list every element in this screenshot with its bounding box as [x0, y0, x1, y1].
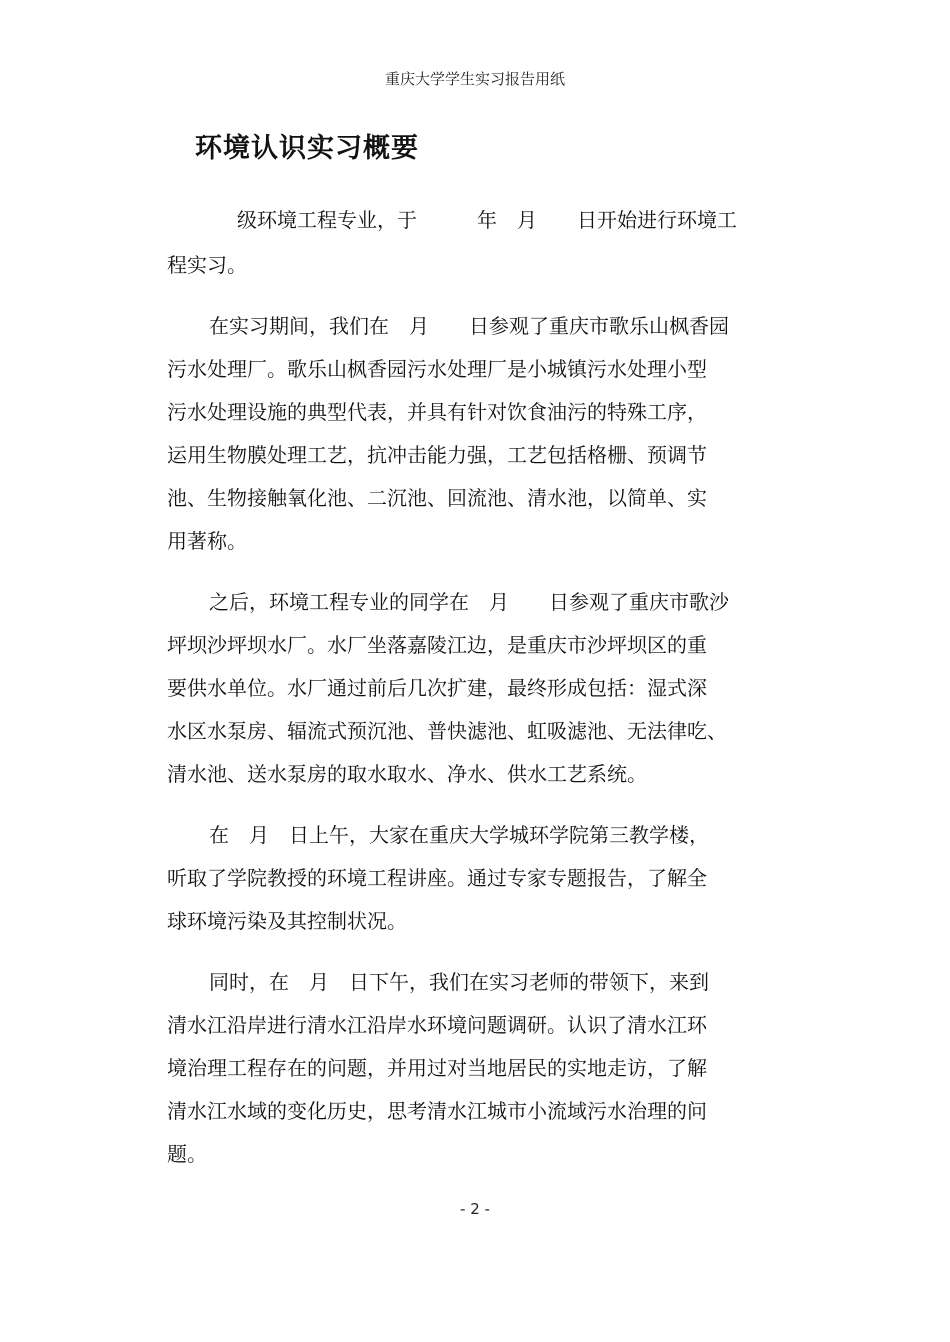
paragraph-3-line-4: 水区水泵房、辐流式预沉池、普快滤池、虹吸滤池、无法律吃、 — [167, 719, 727, 743]
paragraph-2-line-1: 在实习期间，我们在 月 日参观了重庆市歌乐山枫香园 — [209, 314, 729, 338]
paragraph-2-line-4: 运用生物膜处理工艺，抗冲击能力强，工艺包括格栅、预调节 — [167, 443, 707, 467]
paragraph-5-line-5: 题。 — [167, 1142, 207, 1166]
paragraph-5-line-3: 境治理工程存在的问题，并用过对当地居民的实地走访，了解 — [167, 1056, 707, 1080]
paragraph-5-line-2: 清水江沿岸进行清水江沿岸水环境问题调研。认识了清水江环 — [167, 1013, 707, 1037]
paragraph-5-line-4: 清水江水域的变化历史，思考清水江城市小流域污水治理的问 — [167, 1099, 707, 1123]
paragraph-4-line-3: 球环境污染及其控制状况。 — [167, 909, 407, 933]
page-number: - 2 - — [460, 1200, 490, 1218]
paragraph-2-line-6: 用著称。 — [167, 529, 247, 553]
page-header: 重庆大学学生实习报告用纸 — [384, 70, 565, 88]
paragraph-4-line-1: 在 月 日上午，大家在重庆大学城环学院第三教学楼， — [209, 823, 709, 847]
paragraph-2-line-2: 污水处理厂。歌乐山枫香园污水处理厂是小城镇污水处理小型 — [167, 357, 707, 381]
paragraph-1-line-1: 级环境工程专业，于 年 月 日开始进行环境工 — [237, 208, 737, 232]
document-title: 环境认识实习概要 — [195, 133, 419, 164]
paragraph-1-line-2: 程实习。 — [167, 253, 247, 277]
paragraph-2-line-3: 污水处理设施的典型代表，并具有针对饮食油污的特殊工序， — [167, 400, 707, 424]
paragraph-2-line-5: 池、生物接触氧化池、二沉池、回流池、清水池，以简单、实 — [167, 486, 707, 510]
paragraph-3-line-2: 坪坝沙坪坝水厂。水厂坐落嘉陵江边，是重庆市沙坪坝区的重 — [167, 633, 707, 657]
paragraph-3-line-3: 要供水单位。水厂通过前后几次扩建，最终形成包括：湿式深 — [167, 676, 707, 700]
paragraph-5-line-1: 同时，在 月 日下午，我们在实习老师的带领下，来到 — [209, 970, 709, 994]
paragraph-3-line-1: 之后，环境工程专业的同学在 月 日参观了重庆市歌沙 — [209, 590, 729, 614]
paragraph-3-line-5: 清水池、送水泵房的取水取水、净水、供水工艺系统。 — [167, 762, 647, 786]
paragraph-4-line-2: 听取了学院教授的环境工程讲座。通过专家专题报告，了解全 — [167, 866, 707, 890]
